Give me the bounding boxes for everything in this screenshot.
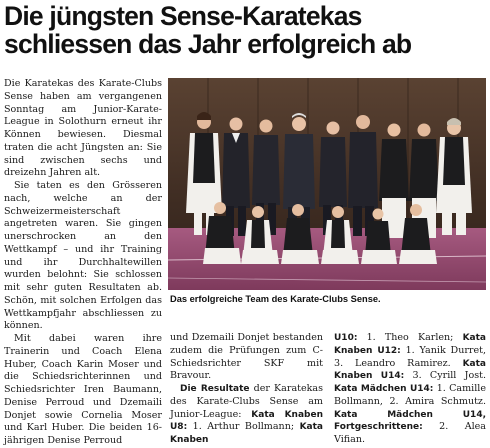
results-paragraph-continued — [334, 332, 486, 447]
article-paragraph: und Dzemaili Donjet bestanden zudem die Prüfungen zum C-Schiedsrichter SKF mit Bravour. — [170, 332, 323, 382]
article-column-1 — [4, 78, 162, 448]
article-column-3 — [334, 332, 486, 447]
article-paragraph: Sie taten es den Grösseren nach, welche an der Schweizermeisterschaft angetreten waren. Sie gingen unerschrocken an den Wettkampf – und ihr Training und ihr Durchhaltewillen wurden belohnt: Sie schlossen mit sehr guten Resultaten ab. Schön, mit solchen Erfolgen das Wettkampfjahr abschliessen zu können. — [4, 180, 162, 332]
team-photo-image — [168, 78, 486, 290]
article-paragraph: Mit dabei waren ihre Trainerin und Coach Elena Huber, Coach Karin Moser und die Schiedsrichterinnen und Schiedsrichter Iren Baumann, Denise Perroud und Dzemaili Donjet sowie Cornelia Moser und Karl Huber. Die beiden 16-jährigen Denise Perroud — [4, 333, 162, 446]
result-category: Kata Knaben U12: — [334, 333, 486, 356]
headline-line-2: schliessen das Jahr erfolgreich ab — [4, 29, 412, 59]
result-category: Kata Mädchen U14: — [334, 384, 434, 394]
results-heading: Die Resultate — [180, 384, 250, 394]
results-intro: der Karatekas des Karate-Clubs Sense am Junior-League: — [170, 383, 323, 420]
article-paragraph: Die Karatekas des Karate-Clubs Sense haben am vergangenen Sonntag am Junior-Karate-League in Solothurn erneut ihr Können bewiesen. Diesmal traten die acht Jüngsten an: Sie sind zwischen sechs und dreizehn Jahren alt. — [4, 78, 162, 179]
team-photo — [168, 78, 486, 290]
result-text: 1. Theo Karlen; — [357, 332, 463, 343]
result-category: Kata Knaben U14: — [334, 358, 486, 382]
result-text: 1. Arthur Bollmann; — [187, 421, 300, 433]
photo-caption: Das erfolgreiche Team des Karate-Clubs Sense. — [170, 294, 381, 304]
headline — [4, 2, 488, 58]
result-category: Kata Knaben U8: — [170, 409, 323, 433]
result-text: 1. Yanik Durret, 3. Leandro Ramirez. — [334, 344, 487, 369]
result-category: U10: — [334, 333, 358, 343]
result-text: 1. Camille Bollmann, 2. Amira Schmutz. — [334, 383, 486, 407]
results-paragraph — [170, 383, 323, 447]
result-category: Kata Knaben — [170, 422, 323, 445]
result-text: 2. Alea Vifian. — [334, 421, 486, 445]
headline-line-1: Die jüngsten Sense-Karatekas — [4, 1, 362, 31]
article-column-2 — [170, 332, 323, 447]
result-category: Kata Mädchen U14, Fortgeschrittene: — [334, 409, 486, 433]
result-text: 3. Cyrill Jost. — [404, 370, 486, 382]
